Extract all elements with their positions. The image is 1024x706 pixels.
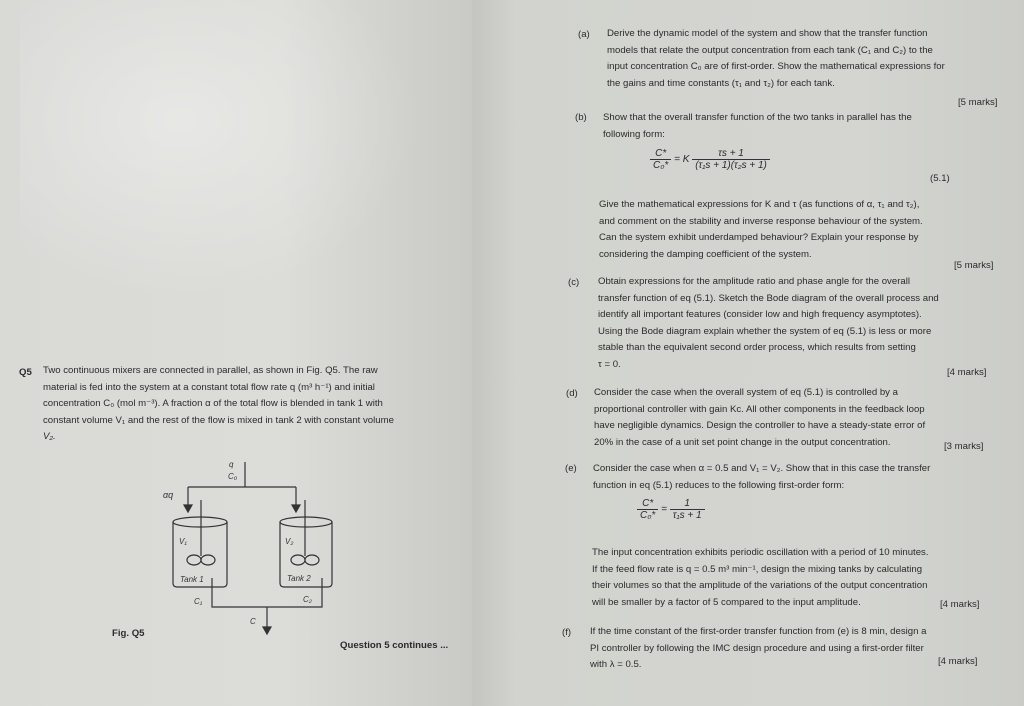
part-e-text: [593, 461, 930, 494]
c1-label: C₁: [194, 597, 203, 606]
v2-label: V₂: [285, 537, 294, 546]
part-f-marks: [4 marks]: [938, 656, 978, 667]
question-continues: Question 5 continues ...: [340, 640, 449, 651]
part-f-label: (f): [562, 627, 572, 638]
right-page: [472, 0, 1024, 706]
text-line: will be smaller by a factor of 5 compared to the input amplitude.: [592, 596, 861, 608]
text-line: Using the Bode diagram explain whether the system of eq (5.1) is less or more: [598, 325, 932, 337]
c2-label: C₂: [303, 595, 312, 604]
text-line: proportional controller with gain Kc. All other components in the feedback loop: [594, 403, 925, 415]
figure-caption: Fig. Q5: [112, 628, 145, 639]
text-line: considering the damping coefficient of the system.: [599, 248, 812, 260]
text-line: Derive the dynamic model of the system and show that the transfer function: [607, 28, 928, 39]
text-line: Can the system exhibit underdamped behaviour? Explain your response by: [599, 232, 919, 244]
text-line: the gains and time constants (τ₁ and τ₂) for each tank.: [607, 77, 835, 89]
part-e-text-2: [592, 545, 929, 611]
eq-equals: =: [661, 504, 667, 516]
text-line: PI controller by following the IMC design procedure and using a first-order filter: [590, 642, 924, 654]
text-line: their volumes so that the amplitude of the variations of the output concentration: [592, 580, 928, 592]
c-out-label: C: [250, 617, 256, 626]
eq-gain: = K: [674, 154, 690, 166]
text-line: Consider the case when the overall system of eq (5.1) is controlled by a: [594, 387, 898, 398]
text-line: If the time constant of the first-order transfer function from (e) is 8 min, design a: [590, 626, 927, 637]
arrow-down-icon: [184, 505, 192, 512]
text-line: following form:: [603, 128, 665, 140]
text-line: input concentration C₀ are of first-order. Show the mathematical expressions for: [607, 61, 945, 73]
part-a-text: [607, 26, 945, 92]
intro-line: material is fed into the system at a constant total flow rate q (m³ h⁻¹) and initial: [43, 381, 375, 393]
text-line: If the feed flow rate is q = 0.5 m³ min⁻¹, design the mixing tanks by calculating: [592, 563, 923, 575]
mixer-diagram: [0, 0, 472, 706]
part-a-label: (a): [578, 29, 590, 40]
feed-conc-label: C₀: [228, 472, 238, 481]
arrow-down-icon: [263, 627, 271, 634]
eq-denominator: (τ₁s + 1)(τ₂s + 1): [695, 160, 767, 171]
part-f-text: [590, 624, 926, 674]
part-d-marks: [3 marks]: [944, 441, 984, 452]
text-line: transfer function of eq (5.1). Sketch the Bode diagram of the overall process and: [598, 292, 939, 304]
text-line: Give the mathematical expressions for K and τ (as functions of α, τ₁ and τ₂),: [599, 199, 920, 210]
tank2-label: Tank 2: [287, 574, 311, 583]
text-line: Obtain expressions for the amplitude ratio and phase angle for the overall: [598, 276, 910, 287]
eq-numerator: τs + 1: [692, 148, 770, 160]
feed-flow-label: q: [229, 460, 234, 469]
text-line: 20% in the case of a unit set point change in the output concentration.: [594, 436, 891, 448]
text-line: The input concentration exhibits periodic oscillation with a period of 10 minutes.: [592, 547, 929, 558]
part-c-marks: [4 marks]: [947, 367, 987, 378]
part-d-label: (d): [566, 388, 578, 399]
question-number: Q5: [19, 367, 32, 378]
v1-label: V₁: [179, 537, 187, 546]
eq-lhs-denominator: C₀*: [653, 160, 669, 171]
intro-line: V₂.: [43, 431, 56, 443]
eq-denominator: τ₁s + 1: [672, 510, 702, 521]
eq-lhs-numerator: C*: [650, 148, 671, 160]
eq-lhs-denominator: C₀*: [640, 510, 656, 521]
tank1-label: Tank 1: [180, 575, 204, 584]
part-b-text-2: [599, 197, 923, 263]
part-b-marks: [5 marks]: [954, 260, 994, 271]
text-line: stable than the equivalent second order process, which results from setting: [598, 342, 916, 354]
equation-number: (5.1): [930, 173, 950, 184]
part-e-label: (e): [565, 463, 577, 474]
part-b-label: (b): [575, 112, 587, 123]
intro-line: constant volume V₁ and the rest of the flow is mixed in tank 2 with constant volume: [43, 414, 394, 426]
text-line: τ = 0.: [598, 358, 621, 370]
text-line: models that relate the output concentration from each tank (C₁ and C₂) to the: [607, 44, 933, 56]
text-line: identify all important features (consider low and high frequency asymptotes).: [598, 309, 922, 321]
text-line: Consider the case when α = 0.5 and V₁ = V₂. Show that in this case the transfer: [593, 463, 931, 474]
part-e-marks: [4 marks]: [940, 599, 980, 610]
text-line: with λ = 0.5.: [590, 659, 642, 671]
text-line: and comment on the stability and inverse response behaviour of the system.: [599, 215, 923, 227]
part-c-label: (c): [568, 277, 580, 288]
text-line: function in eq (5.1) reduces to the following first-order form:: [593, 479, 845, 491]
eq-lhs-numerator: C*: [637, 498, 658, 510]
part-b-text: [603, 110, 912, 143]
part-a-marks: [5 marks]: [958, 97, 998, 108]
arrow-down-icon: [292, 505, 300, 512]
equation-first-order: [637, 498, 705, 521]
alpha-q-label: αq: [163, 490, 174, 500]
text-line: have negligible dynamics. Design the controller to have a steady-state error of: [594, 420, 926, 432]
left-page: [0, 0, 472, 706]
equation-5-1: [650, 148, 770, 171]
part-d-text: [594, 385, 925, 451]
text-line: Show that the overall transfer function of the two tanks in parallel has the: [603, 112, 912, 123]
intro-line: Two continuous mixers are connected in parallel, as shown in Fig. Q5. The raw: [43, 365, 378, 376]
intro-line: concentration C₀ (mol m⁻³). A fraction α of the total flow is blended in tank 1 with: [43, 398, 383, 410]
eq-numerator: 1: [670, 498, 705, 510]
part-c-text: [598, 274, 939, 374]
